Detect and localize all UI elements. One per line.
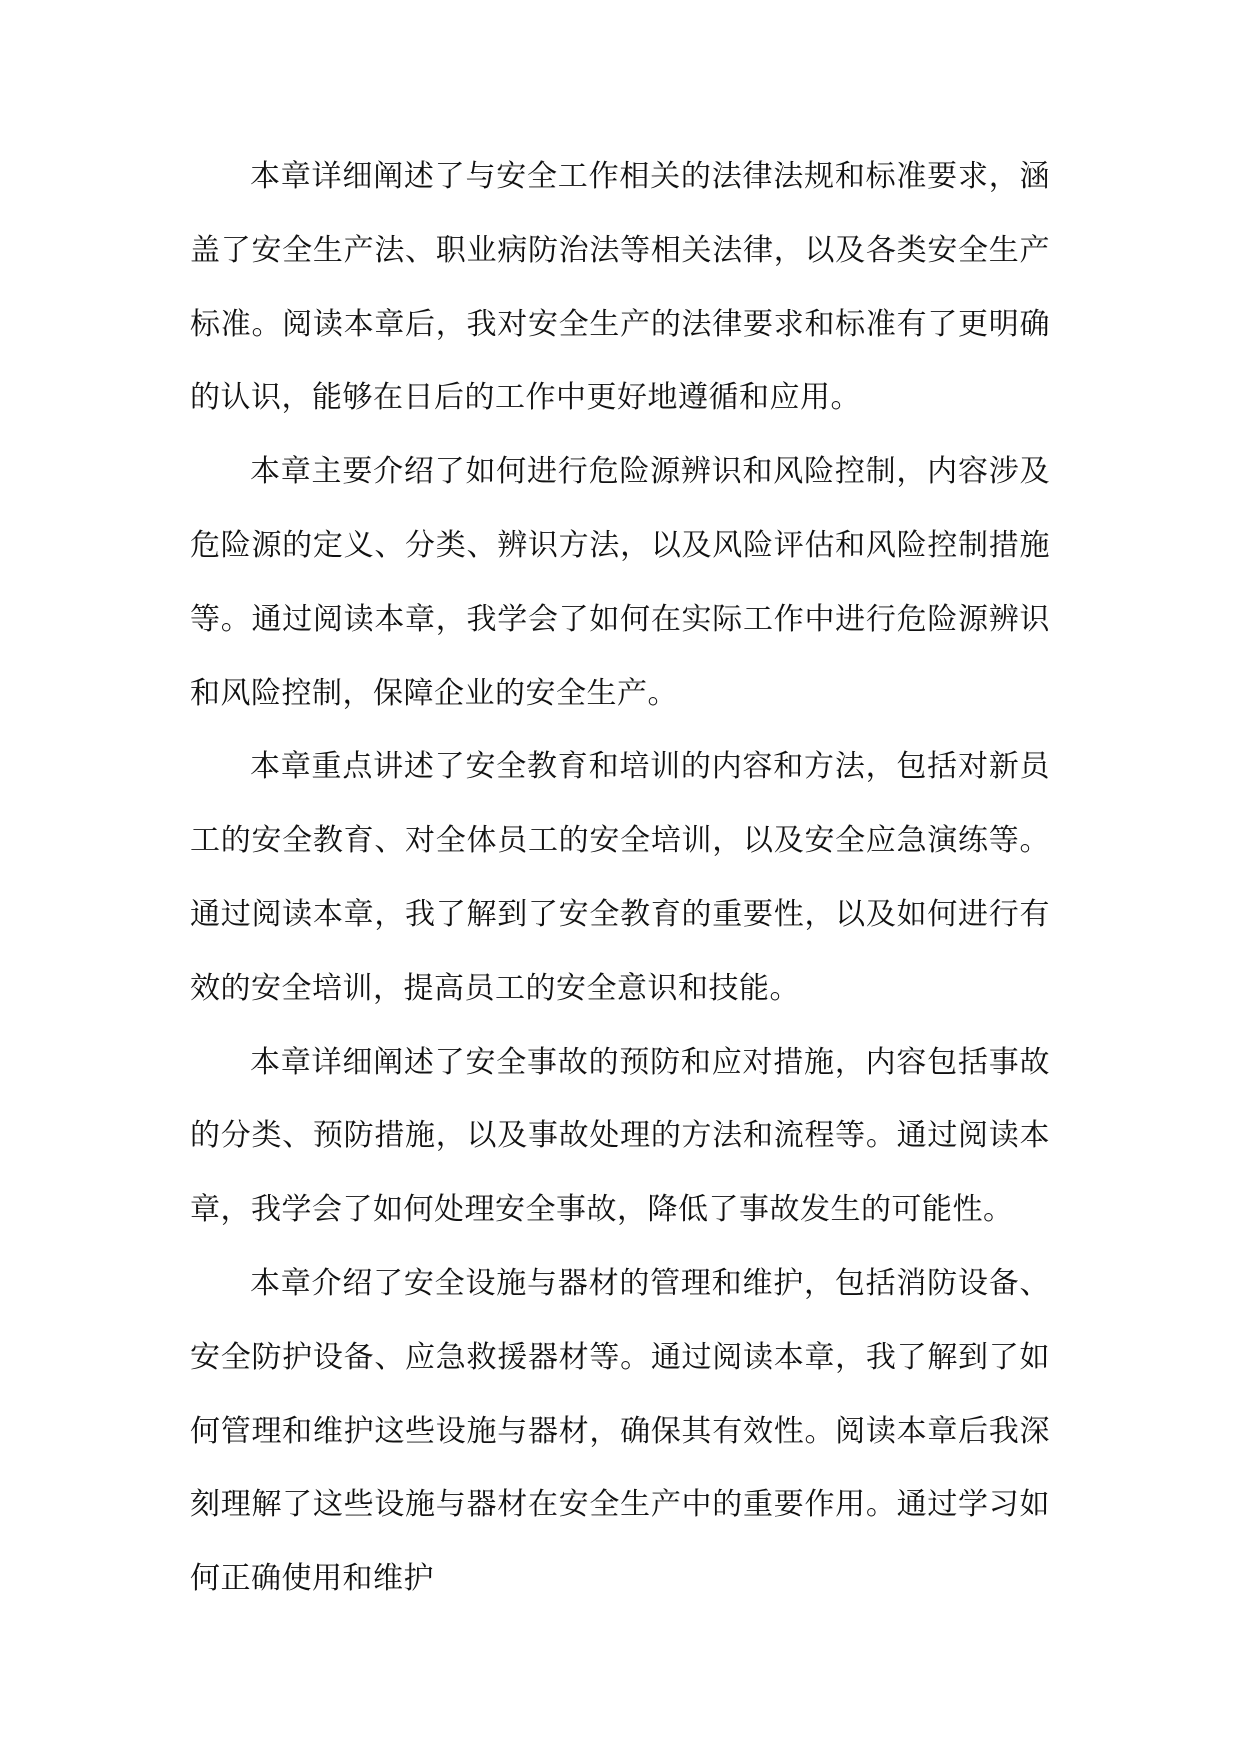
paragraph-hazard-identification: 本章主要介绍了如何进行危险源辨识和风险控制，内容涉及危险源的定义、分类、辨识方法，以及风险评估和风险控制措施等。通过阅读本章，我学会了如何在实际工作中进行危险源辨识和风险控制，保障企业的安全生产。 (190, 454, 1050, 711)
paragraph-accident-prevention: 本章详细阐述了安全事故的预防和应对措施，内容包括事故的分类、预防措施，以及事故处理的方法和流程等。通过阅读本章，我学会了如何处理安全事故，降低了事故发生的可能性。 (190, 1044, 1050, 1228)
paragraph-safety-training: 本章重点讲述了安全教育和培训的内容和方法，包括对新员工的安全教育、对全体员工的安全培训，以及安全应急演练等。通过阅读本章，我了解到了安全教育的重要性，以及如何进行有效的安全培训，提高员工的安全意识和技能。 (190, 749, 1050, 1006)
paragraph-legal-requirements: 本章详细阐述了与安全工作相关的法律法规和标准要求，涵盖了安全生产法、职业病防治法等相关法律，以及各类安全生产标准。阅读本章后，我对安全生产的法律要求和标准有了更明确的认识，能够在日后的工作中更好地遵循和应用。 (190, 159, 1050, 416)
paragraph-safety-equipment: 本章介绍了安全设施与器材的管理和维护，包括消防设备、安全防护设备、应急救援器材等。通过阅读本章，我了解到了如何管理和维护这些设施与器材，确保其有效性。阅读本章后我深刻理解了这些设施与器材在安全生产中的重要作用。通过学习如何正确使用和维护 (190, 1265, 1050, 1597)
document-body (190, 140, 1050, 1616)
